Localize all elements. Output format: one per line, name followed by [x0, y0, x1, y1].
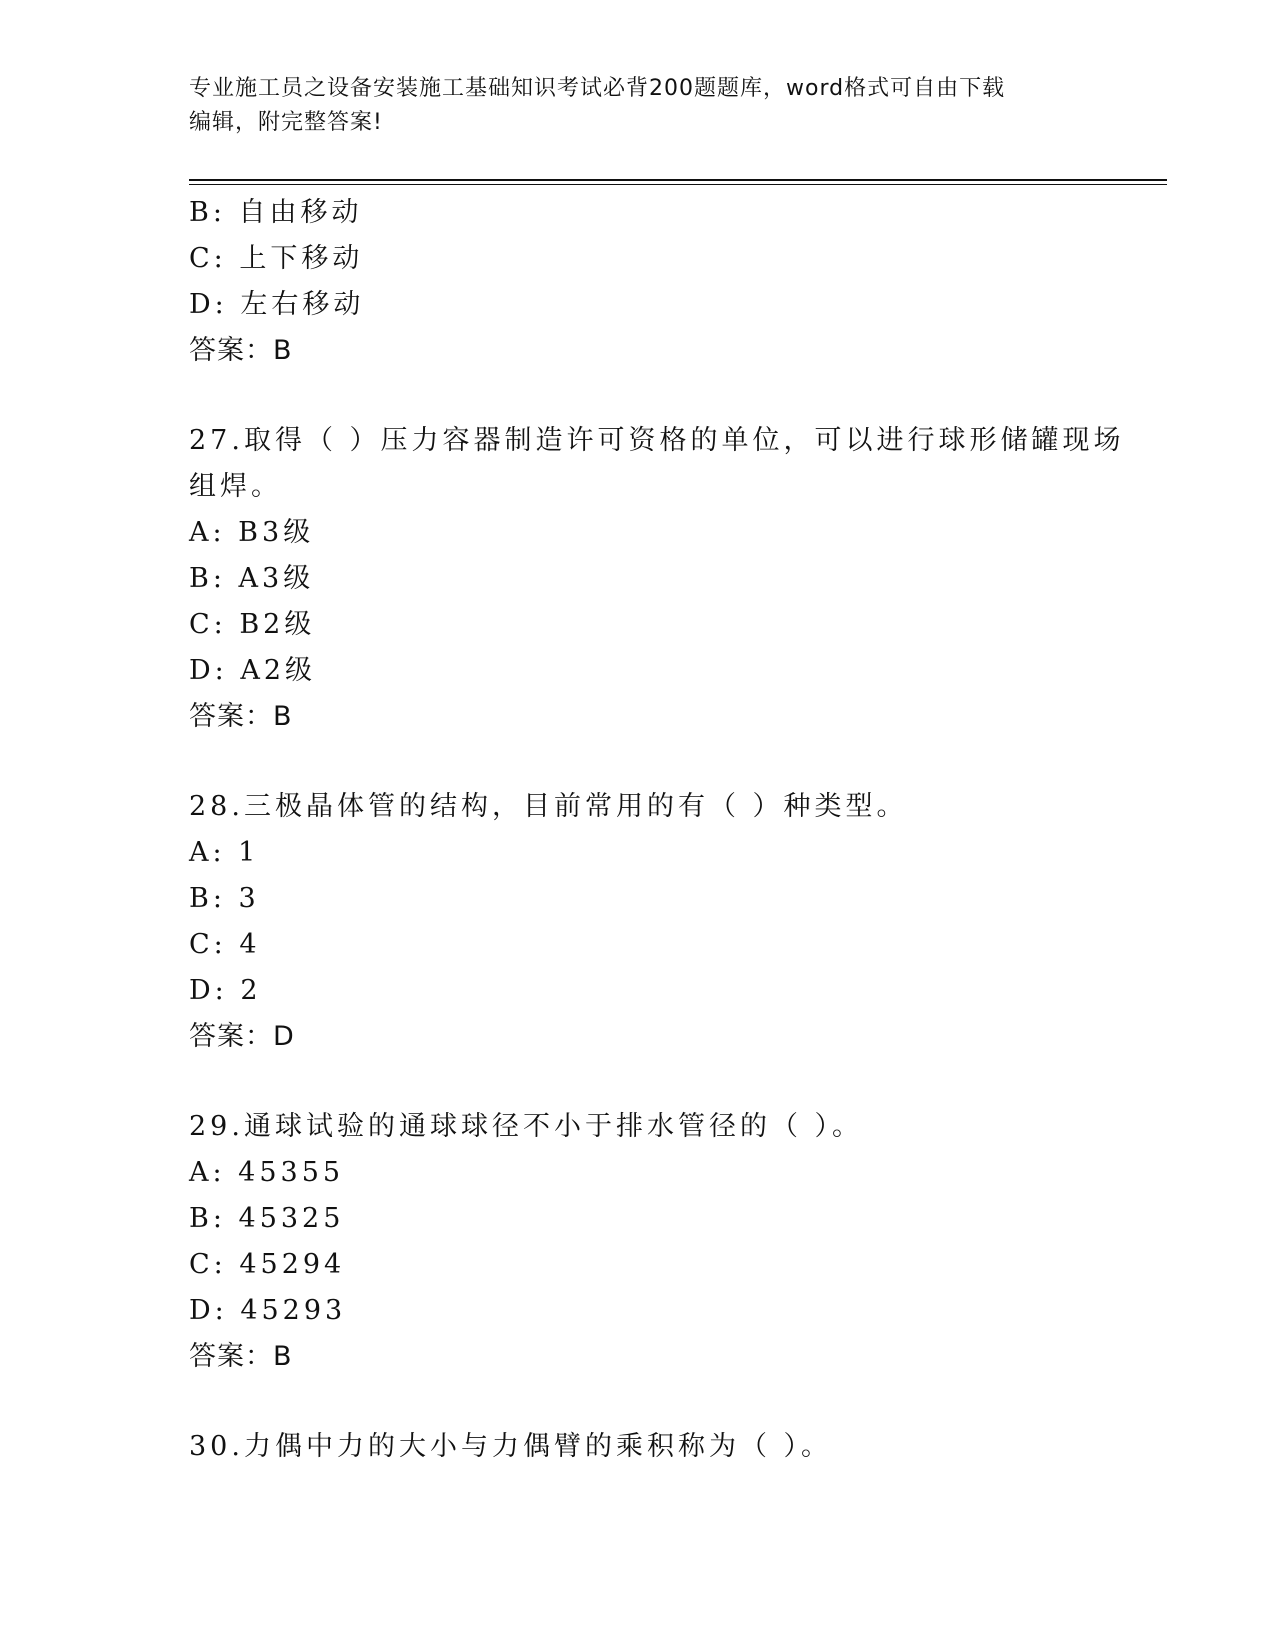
question-text-line-1: 28.三极晶体管的结构，目前常用的有（ ）种类型。 [189, 791, 908, 822]
option-b: B: 自由移动 [189, 197, 363, 228]
question-26 [189, 190, 1089, 374]
option-d: D: A2级 [189, 655, 317, 686]
question-28 [189, 784, 1089, 1060]
question-30 [189, 1424, 1089, 1470]
question-text-line-1: 30.力偶中力的大小与力偶臂的乘积称为（ ）。 [189, 1431, 833, 1462]
option-a: A: 1 [189, 837, 260, 868]
option-a: A: 45355 [189, 1157, 345, 1188]
option-c: C: 45294 [189, 1249, 346, 1280]
question-27 [189, 418, 1125, 740]
question-list [189, 190, 1125, 1470]
question-text-line-2: 组焊。 [189, 471, 282, 502]
header-divider-thin [189, 184, 1167, 185]
answer-line: 答案：B [189, 335, 293, 366]
question-text-line-1: 29.通球试验的通球球径不小于排水管径的（ ）。 [189, 1111, 864, 1142]
question-29 [189, 1104, 1089, 1380]
option-d: D: 左右移动 [189, 289, 365, 320]
header-title-line-2: 编辑，附完整答案! [189, 110, 383, 135]
option-b: B: 3 [189, 883, 260, 914]
header-divider-thick [189, 179, 1167, 181]
header-title-line-1: 专业施工员之设备安装施工基础知识考试必背200题题库，word格式可自由下载 [189, 76, 1006, 101]
answer-line: 答案：B [189, 1341, 293, 1372]
answer-line: 答案：D [189, 1021, 295, 1052]
document-header [189, 72, 1089, 140]
option-d: D: 45293 [189, 1295, 347, 1326]
question-text-line-1: 27.取得（ ）压力容器制造许可资格的单位，可以进行球形储罐现场 [189, 425, 1125, 456]
option-c: C: 上下移动 [189, 243, 364, 274]
option-b: B: A3级 [189, 563, 315, 594]
answer-line: 答案：B [189, 701, 293, 732]
option-a: A: B3级 [189, 517, 315, 548]
option-c: C: B2级 [189, 609, 316, 640]
option-b: B: 45325 [189, 1203, 345, 1234]
option-c: C: 4 [189, 929, 261, 960]
option-d: D: 2 [189, 975, 262, 1006]
